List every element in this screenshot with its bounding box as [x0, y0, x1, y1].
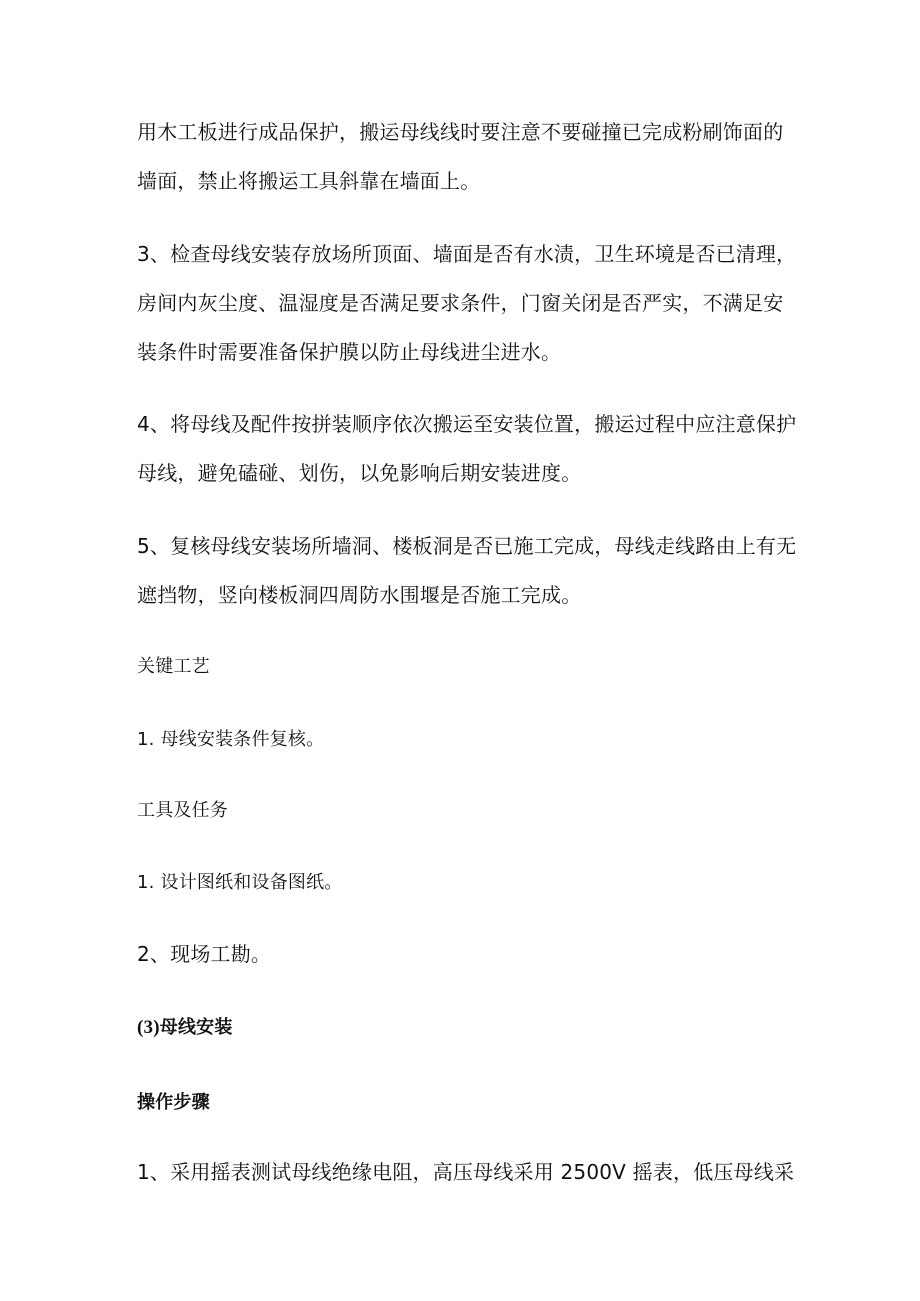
list-item: 1. 设计图纸和设备图纸。	[137, 872, 343, 893]
paragraph-line: 1、采用摇表测试母线绝缘电阻，高压母线采用 2500V 摇表，低压母线采	[137, 1160, 795, 1184]
section-label: 关键工艺	[137, 656, 210, 677]
paragraph-line: 4、将母线及配件按拼装顺序依次搬运至安装位置，搬运过程中应注意保护	[137, 412, 797, 436]
section-heading-text: 母线安装	[159, 1017, 233, 1038]
section-label: 工具及任务	[137, 800, 228, 821]
section-heading	[137, 1014, 233, 1042]
list-item: 2、现场工勘。	[137, 942, 272, 966]
paragraph-line: 遮挡物，竖向楼板洞四周防水围堰是否施工完成。	[137, 583, 582, 607]
paragraph-line: 墙面，禁止将搬运工具斜靠在墙面上。	[137, 169, 481, 193]
subheading: 操作步骤	[137, 1092, 210, 1113]
paragraph-line: 用木工板进行成品保护，搬运母线线时要注意不要碰撞已完成粉刷饰面的	[137, 120, 784, 144]
list-item: 1. 母线安装条件复核。	[137, 729, 325, 750]
paragraph-line: 5、复核母线安装场所墙洞、楼板洞是否已施工完成，母线走线路由上有无	[137, 534, 797, 558]
paragraph-line: 3、检查母线安装存放场所顶面、墙面是否有水渍，卫生环境是否已清理，	[137, 242, 797, 266]
paragraph-line: 母线，避免磕碰、划伤，以免影响后期安装进度。	[137, 461, 582, 485]
section-heading-number: (3)	[137, 1017, 160, 1038]
paragraph-line: 装条件时需要准备保护膜以防止母线进尘进水。	[137, 340, 562, 364]
paragraph-line: 房间内灰尘度、温湿度是否满足要求条件，门窗关闭是否严实，不满足安	[137, 291, 784, 315]
